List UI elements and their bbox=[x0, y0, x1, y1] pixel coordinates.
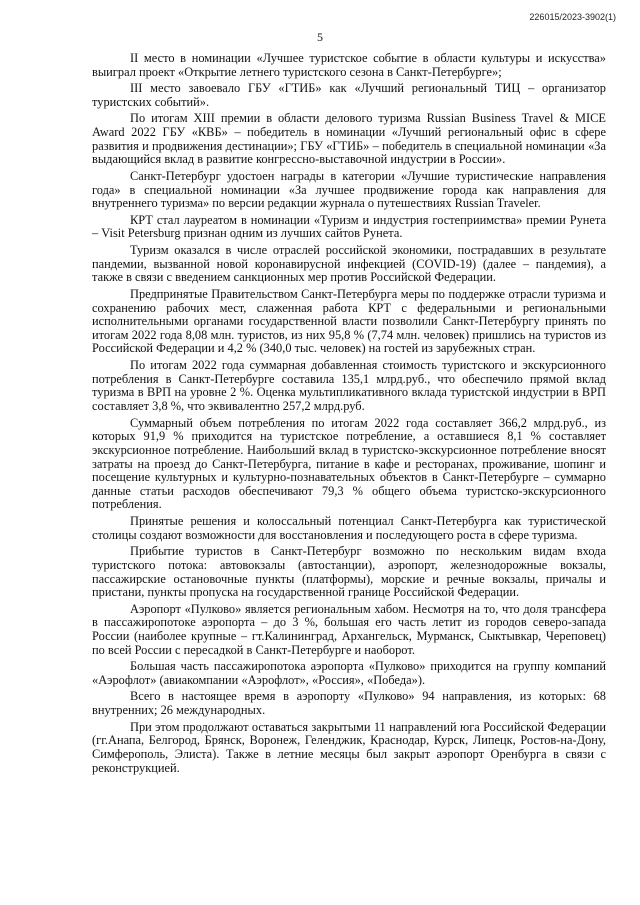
paragraph: По итогам 2022 года суммарная добавленная стоимость туристского и экскурсионного потребления в Санкт-Петербурге составила 135,1 млрд.руб., что обеспечило прямой вклад туризма в ВРП на уровне 2 %. Оценка мультипликативного вклада туристской индустрии в ВРП составляет 3,8 %, что эквивалентно 257,2 млрд.руб. bbox=[92, 358, 606, 413]
paragraph: III место завоевало ГБУ «ГТИБ» как «Лучший региональный ТИЦ – организатор туристских событий». bbox=[92, 81, 606, 109]
paragraph: Суммарный объем потребления по итогам 2022 года составляет 366,2 млрд.руб., из которых 91,9 % приходится на туристское потребление, а оставшиеся 8,1 % составляет экскурсионное потребление. Наибольший вклад в туристско-экскурсионное потребление вносят затраты на проезд до Санкт-Петербурга, питание в кафе и ресторанах, проживание, шопинг и посещение культурных и культурно-познавательных объектов в Санкт-Петербурге – суммарно данные статьи расходов обеспечивают 79,3 % общего объема туристско-экскурсионного потребления. bbox=[92, 415, 606, 512]
paragraph: Аэропорт «Пулково» является региональным хабом. Несмотря на то, что доля трансфера в пассажиропотоке аэропорта – до 3 %, большая его часть летит из городов северо-запада России (наиболее крупные – гт.Калининград, Архангельск, Мурманск, Сыктывкар, Череповец) по всей России с пересадкой в Санкт-Петербурге и наоборот. bbox=[92, 601, 606, 657]
paragraph: Предпринятые Правительством Санкт-Петербурга меры по поддержке отрасли туризма и сохранению рабочих мест, слаженная работа КРТ с федеральными и региональными исполнительными органами государственной власти позволили Санкт-Петербургу принять по итогам 2022 года 8,08 млн. туристов, из них 95,8 % (7,74 млн. человек) пришлись на туристов из Российской Федерации и 4,2 % (340,0 тыс. человек) на гостей из зарубежных стран. bbox=[92, 286, 606, 356]
document-body bbox=[92, 52, 606, 778]
paragraph: КРТ стал лауреатом в номинации «Туризм и индустрия гостеприимства» премии Рунета – Visit Petersburg признан одним из лучших сайтов Рунета. bbox=[92, 212, 606, 241]
paragraph: Принятые решения и колоссальный потенциал Санкт-Петербурга как туристической столицы создают возможности для восстановления и последующего роста в сфере туризма. bbox=[92, 514, 606, 542]
paragraph: Туризм оказался в числе отраслей российской экономики, пострадавших в результате пандемии, вызванной новой коронавирусной инфекцией (COVID-19) (далее – пандемия), а также в связи с введением санкционных мер против Российской Федерации. bbox=[92, 242, 606, 285]
paragraph: По итогам XIII премии в области делового туризма Russian Business Travel & MICE Award 2022 ГБУ «КВБ» – победитель в номинации «Лучший региональный офис в сфере развития и продвижения дестинации»; ГБУ «ГТИБ» – победитель в специальной номинации «За выдающийся вклад в развитие конгрессно-выставочной индустрии в России». bbox=[92, 111, 606, 167]
paragraph: При этом продолжают оставаться закрытыми 11 направлений юга Российской Федерации (гг.Анапа, Белгород, Брянск, Воронеж, Геленджик, Краснодар, Курск, Липецк, Ростов-на-Дону, Симферополь, Элиста). Также в летние месяцы был закрыт аэропорт Оренбурга в связи с реконструкцией. bbox=[92, 719, 606, 775]
paragraph: Большая часть пассажиропотока аэропорта «Пулково» приходится на группу компаний «Аэрофлот» (авиакомпании «Аэрофлот», «Россия», «Победа»). bbox=[92, 659, 606, 687]
document-id: 226015/2023-3902(1) bbox=[529, 12, 616, 22]
paragraph: II место в номинации «Лучшее туристское событие в области культуры и искусства» выиграл проект «Открытие летнего туристского сезона в Санкт-Петербурге»; bbox=[92, 51, 606, 79]
page-number: 5 bbox=[317, 30, 323, 44]
paragraph: Прибытие туристов в Санкт-Петербург возможно по нескольким видам входа туристского потока: автовокзалы (автостанции), аэропорт, железнодорожные вокзалы, пассажирские остановочные пункты (платформы), морские и речные вокзалы, причалы и пристани, пункты пропуска на государственной границе Российской Федерации. bbox=[92, 544, 606, 600]
paragraph: Всего в настоящее время в аэропорту «Пулково» 94 направления, из которых: 68 внутренних; 26 международных. bbox=[92, 689, 606, 718]
paragraph: Санкт-Петербург удостоен награды в категории «Лучшие туристические направления года» в специальной номинации «За лучшее продвижение города как направления для внутреннего туризма» по версии редакции журнала о путешествиях Russian Traveler. bbox=[92, 168, 606, 211]
